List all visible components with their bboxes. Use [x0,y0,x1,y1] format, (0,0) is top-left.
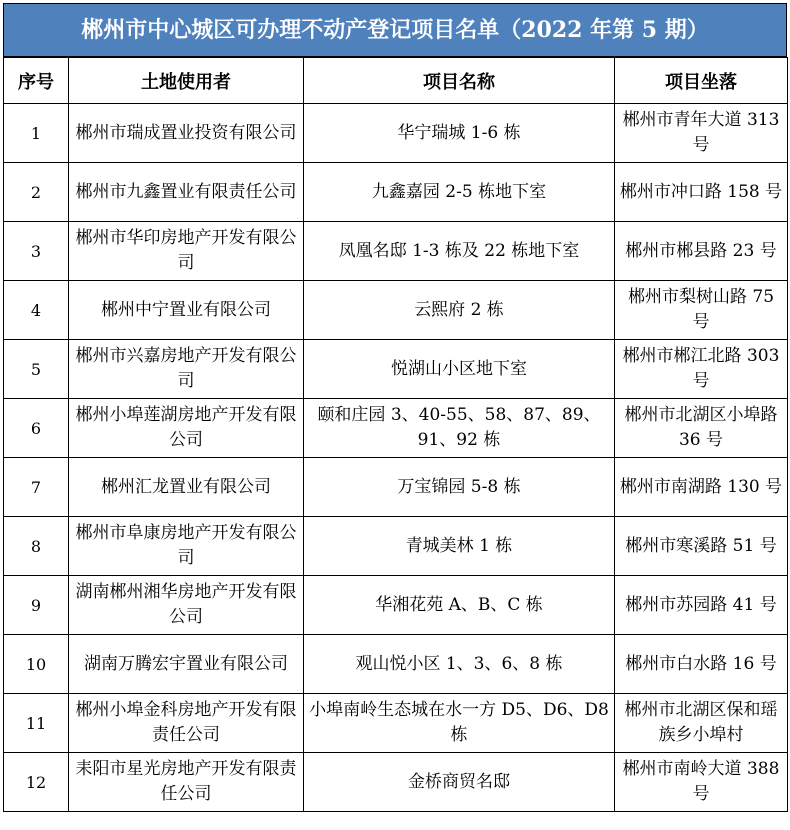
cell-project-location: 郴州市苏园路 41 号 [615,576,788,635]
cell-land-user: 郴州小埠莲湖房地产开发有限公司 [69,399,304,458]
document-title: 郴州市中心城区可办理不动产登记项目名单（2022 年第 5 期） [3,3,787,57]
cell-land-user: 郴州小埠金科房地产开发有限责任公司 [69,694,304,753]
cell-land-user: 郴州市兴嘉房地产开发有限公司 [69,340,304,399]
cell-project-name: 观山悦小区 1、3、6、8 栋 [304,635,615,694]
cell-project-location: 郴州市冲口路 158 号 [615,163,788,222]
table-row [4,104,788,163]
table-row [4,281,788,340]
cell-land-user: 耒阳市星光房地产开发有限责任公司 [69,753,304,812]
cell-project-name: 华宁瑞城 1-6 栋 [304,104,615,163]
cell-project-name: 凤凰名邸 1-3 栋及 22 栋地下室 [304,222,615,281]
cell-project-name: 青城美林 1 栋 [304,517,615,576]
cell-land-user: 郴州中宁置业有限公司 [69,281,304,340]
cell-index: 11 [4,694,69,753]
header-project-location: 项目坐落 [615,58,788,104]
table-row [4,222,788,281]
header-land-user: 土地使用者 [69,58,304,104]
cell-project-name: 小埠南岭生态城在水一方 D5、D6、D8 栋 [304,694,615,753]
cell-project-name: 华湘花苑 A、B、C 栋 [304,576,615,635]
table-row [4,517,788,576]
cell-index: 8 [4,517,69,576]
cell-index: 4 [4,281,69,340]
cell-project-name: 悦湖山小区地下室 [304,340,615,399]
cell-project-location: 郴州市青年大道 313 号 [615,104,788,163]
table-row [4,163,788,222]
cell-project-location: 郴州市南湖路 130 号 [615,458,788,517]
project-table [3,57,788,812]
table-row [4,458,788,517]
cell-land-user: 郴州市瑞成置业投资有限公司 [69,104,304,163]
cell-index: 12 [4,753,69,812]
cell-index: 2 [4,163,69,222]
table-row [4,340,788,399]
cell-project-name: 金桥商贸名邸 [304,753,615,812]
cell-project-name: 九鑫嘉园 2-5 栋地下室 [304,163,615,222]
cell-index: 6 [4,399,69,458]
cell-project-name: 万宝锦园 5-8 栋 [304,458,615,517]
table-row [4,753,788,812]
header-project-name: 项目名称 [304,58,615,104]
cell-project-name: 颐和庄园 3、40-55、58、87、89、91、92 栋 [304,399,615,458]
table-row [4,635,788,694]
cell-project-location: 郴州市寒溪路 51 号 [615,517,788,576]
cell-land-user: 湖南郴州湘华房地产开发有限公司 [69,576,304,635]
cell-land-user: 郴州市九鑫置业有限责任公司 [69,163,304,222]
table-row [4,576,788,635]
cell-index: 10 [4,635,69,694]
cell-land-user: 湖南万腾宏宇置业有限公司 [69,635,304,694]
header-index: 序号 [4,58,69,104]
cell-index: 3 [4,222,69,281]
table-row [4,694,788,753]
cell-land-user: 郴州市阜康房地产开发有限公司 [69,517,304,576]
cell-land-user: 郴州汇龙置业有限公司 [69,458,304,517]
cell-project-location: 郴州市北湖区保和瑶族乡小埠村 [615,694,788,753]
cell-index: 7 [4,458,69,517]
cell-index: 9 [4,576,69,635]
cell-project-location: 郴州市郴江北路 303 号 [615,340,788,399]
cell-project-location: 郴州市南岭大道 388 号 [615,753,788,812]
cell-land-user: 郴州市华印房地产开发有限公司 [69,222,304,281]
cell-project-location: 郴州市梨树山路 75 号 [615,281,788,340]
cell-project-name: 云熙府 2 栋 [304,281,615,340]
table-row [4,399,788,458]
cell-index: 5 [4,340,69,399]
cell-project-location: 郴州市郴县路 23 号 [615,222,788,281]
table-body [4,104,788,812]
cell-index: 1 [4,104,69,163]
cell-project-location: 郴州市北湖区小埠路 36 号 [615,399,788,458]
cell-project-location: 郴州市白水路 16 号 [615,635,788,694]
table-header-row [4,58,788,104]
